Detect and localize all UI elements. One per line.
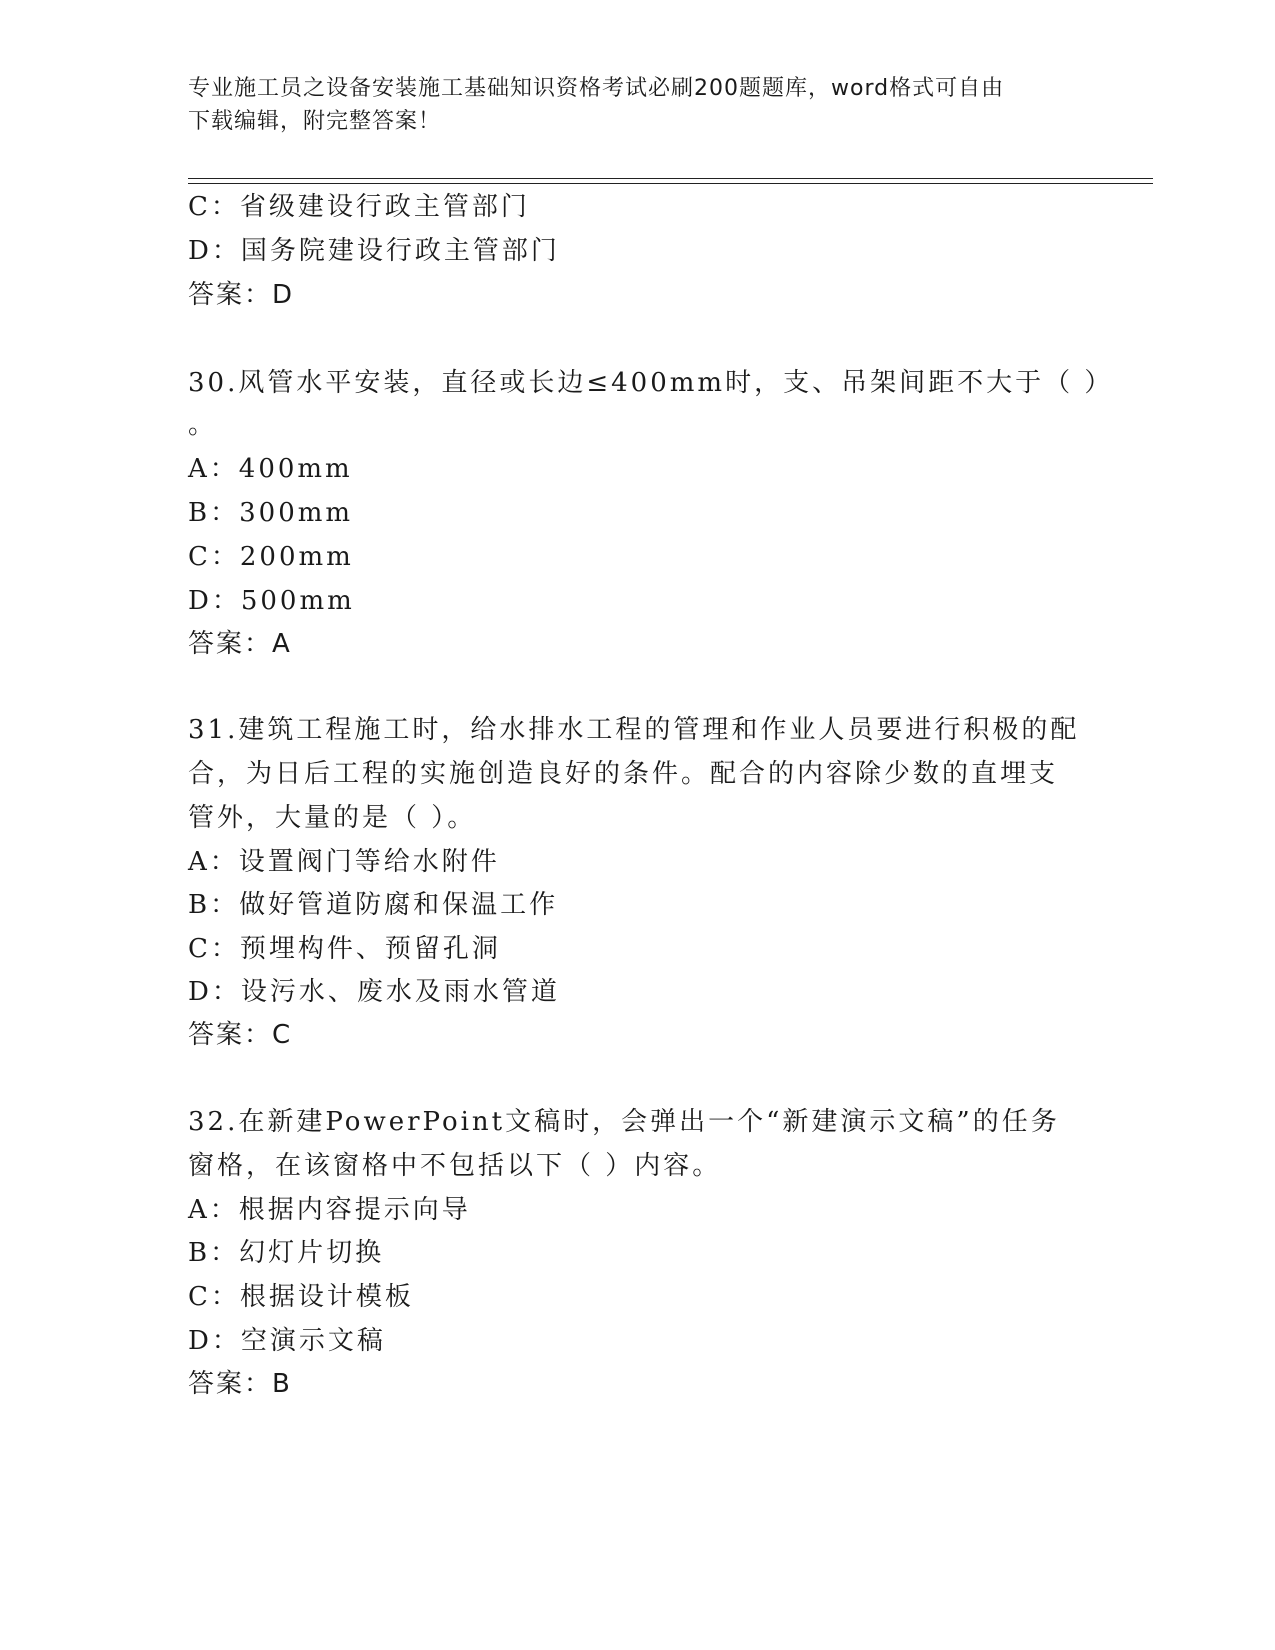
q32-stem-line-1: 32.在新建PowerPoint文稿时，会弹出一个“新建演示文稿”的任务 xyxy=(188,1107,1060,1137)
q29-answer: 答案：D xyxy=(188,280,295,310)
q32-option-d: D：空演示文稿 xyxy=(188,1326,386,1356)
q31-option-b: B：做好管道防腐和保温工作 xyxy=(188,890,559,920)
q29-option-d: D：国务院建设行政主管部门 xyxy=(188,236,560,266)
q32-option-a: A：根据内容提示向导 xyxy=(188,1195,471,1225)
header-line-1: 专业施工员之设备安装施工基础知识资格考试必刷200题题库，word格式可自由 xyxy=(188,76,1005,101)
q32-option-b: B：幻灯片切换 xyxy=(188,1238,385,1268)
q31-answer: 答案：C xyxy=(188,1020,293,1050)
header-line-2: 下载编辑，附完整答案！ xyxy=(188,109,442,134)
q30-option-d: D：500mm xyxy=(188,586,355,616)
q30-option-b: B：300mm xyxy=(188,498,354,528)
q30-stem-line-2: 。 xyxy=(188,410,218,440)
q30-stem-line-1: 30.风管水平安装，直径或长边≤400mm时，支、吊架间距不大于（ ） xyxy=(188,368,1114,398)
q30-option-a: A：400mm xyxy=(188,454,353,484)
header-divider-top xyxy=(188,178,1153,179)
q32-option-c: C：根据设计模板 xyxy=(188,1282,414,1312)
q32-stem-line-2: 窗格，在该窗格中不包括以下（ ）内容。 xyxy=(188,1151,722,1181)
q31-option-c: C：预埋构件、预留孔洞 xyxy=(188,934,501,964)
q31-option-a: A：设置阀门等给水附件 xyxy=(188,847,500,877)
q31-stem-line-3: 管外，大量的是（ ）。 xyxy=(188,803,477,833)
q31-stem-line-1: 31.建筑工程施工时，给水排水工程的管理和作业人员要进行积极的配 xyxy=(188,715,1080,745)
header-divider-bottom xyxy=(188,183,1153,184)
q30-answer: 答案：A xyxy=(188,629,292,659)
document-header xyxy=(188,72,1068,138)
q30-option-c: C：200mm xyxy=(188,542,354,572)
q31-option-d: D：设污水、废水及雨水管道 xyxy=(188,977,560,1007)
q29-option-c: C：省级建设行政主管部门 xyxy=(188,192,530,222)
q32-answer: 答案：B xyxy=(188,1369,292,1399)
q31-stem-line-2: 合，为日后工程的实施创造良好的条件。配合的内容除少数的直埋支 xyxy=(188,759,1059,789)
